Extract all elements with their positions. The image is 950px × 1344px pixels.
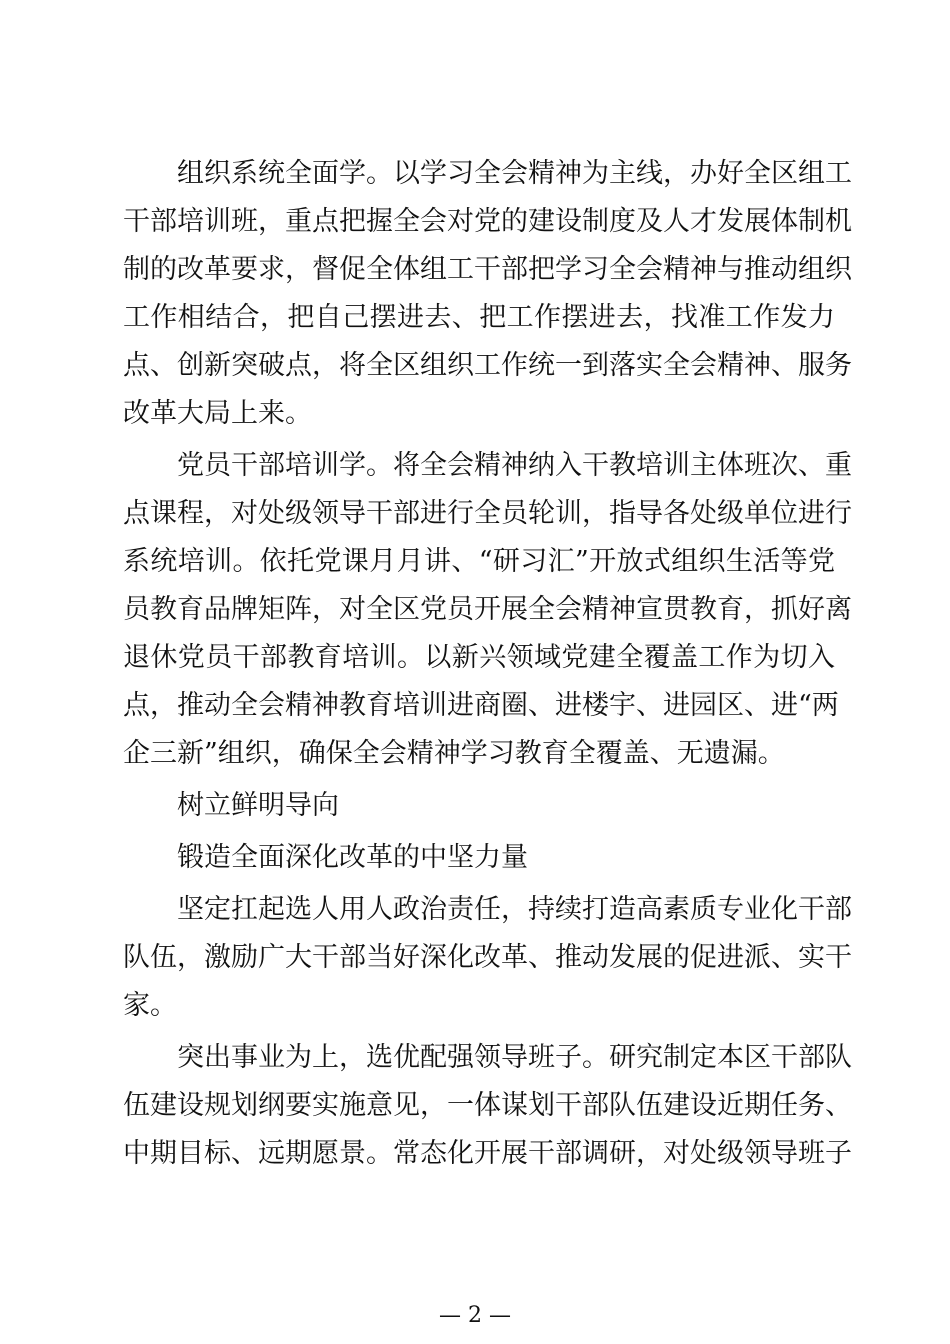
paragraph-line: 员教育品牌矩阵，对全区党员开展全会精神宣贯教育，抓好离 bbox=[123, 594, 852, 625]
paragraph-line: 点，推动全会精神教育培训进商圈、进楼宇、进园区、进“两 bbox=[123, 690, 839, 721]
paragraph-line: 组织系统全面学。以学习全会精神为主线，办好全区组工 bbox=[177, 158, 852, 189]
paragraph-line: 系统培训。依托党课月月讲、“研习汇”开放式组织生活等党 bbox=[123, 546, 835, 577]
paragraph-line: 企三新”组织，确保全会精神学习教育全覆盖、无遗漏。 bbox=[123, 738, 785, 769]
paragraph-line: 家。 bbox=[123, 990, 177, 1021]
paragraph-line: 坚定扛起选人用人政治责任，持续打造高素质专业化干部 bbox=[177, 894, 852, 925]
paragraph-line: 党员干部培训学。将全会精神纳入干教培训主体班次、重 bbox=[177, 450, 852, 481]
paragraph-line: 制的改革要求，督促全体组工干部把学习全会精神与推动组织 bbox=[123, 254, 852, 285]
paragraph-line: 点课程，对处级领导干部进行全员轮训，指导各处级单位进行 bbox=[123, 498, 852, 529]
section-heading: 树立鲜明导向 bbox=[177, 790, 339, 821]
paragraph-line: 工作相结合，把自己摆进去、把工作摆进去，找准工作发力 bbox=[123, 302, 835, 333]
paragraph-line: 中期目标、远期愿景。常态化开展干部调研，对处级领导班子 bbox=[123, 1138, 852, 1169]
paragraph-line: 改革大局上来。 bbox=[123, 398, 312, 429]
document-body bbox=[123, 150, 852, 1178]
section-heading: 锻造全面深化改革的中坚力量 bbox=[177, 842, 528, 873]
paragraph-line: 伍建设规划纲要实施意见，一体谋划干部队伍建设近期任务、 bbox=[123, 1090, 852, 1121]
paragraph-line: 退休党员干部教育培训。以新兴领域党建全覆盖工作为切入 bbox=[123, 642, 835, 673]
paragraph-line: 队伍，激励广大干部当好深化改革、推动发展的促进派、实干 bbox=[123, 942, 852, 973]
paragraph-line: 干部培训班，重点把握全会对党的建设制度及人才发展体制机 bbox=[123, 206, 852, 237]
paragraph-line: 突出事业为上，选优配强领导班子。研究制定本区干部队 bbox=[177, 1042, 852, 1073]
paragraph-line: 点、创新突破点，将全区组织工作统一到落实全会精神、服务 bbox=[123, 350, 852, 381]
page-number: — 2 — bbox=[439, 1303, 511, 1328]
